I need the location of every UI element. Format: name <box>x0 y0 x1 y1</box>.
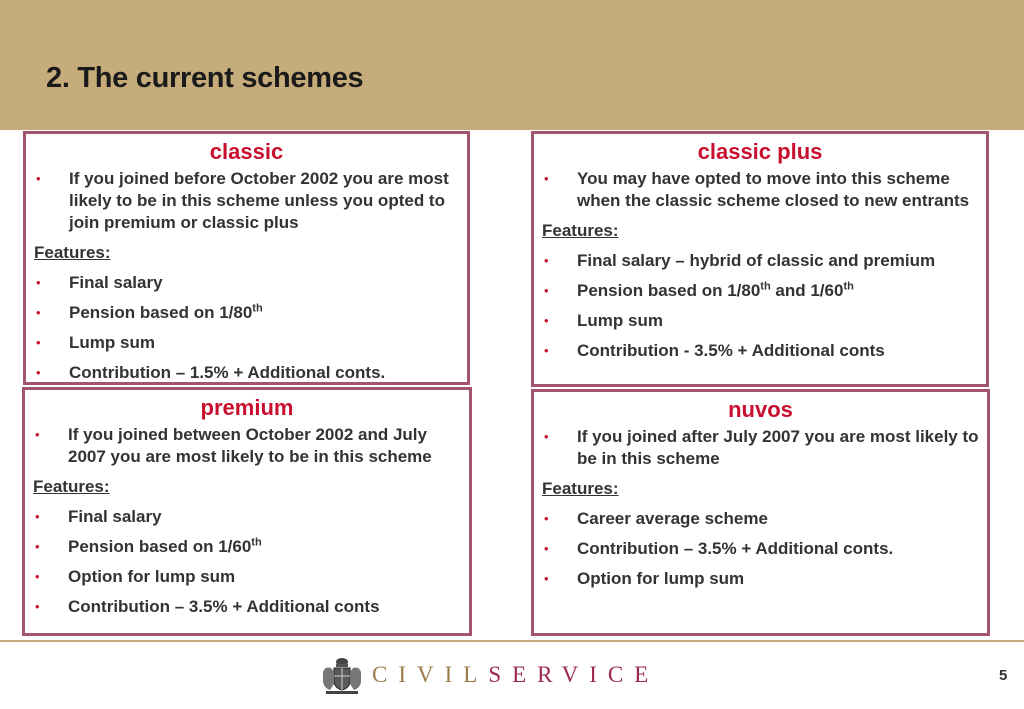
feature-text: Pension based on 1/80 <box>69 303 253 322</box>
bullet-icon: • <box>544 253 549 268</box>
feature-item <box>534 250 986 272</box>
bullet-icon: • <box>36 171 41 186</box>
page-title: 2. The current schemes <box>46 62 364 94</box>
page-number: 5 <box>999 667 1008 684</box>
bullet-icon: • <box>36 305 41 320</box>
bullet-icon: • <box>544 511 549 526</box>
feature-item <box>26 362 467 384</box>
features-label: Features: <box>33 477 110 496</box>
bullet-icon: • <box>544 283 549 298</box>
feature-text: Contribution – 3.5% + Additional conts. <box>577 539 894 558</box>
bullet-icon: • <box>35 569 40 584</box>
feature-text: Lump sum <box>69 333 155 352</box>
intro-item <box>26 168 467 234</box>
logo-civil: CIVIL <box>372 662 489 687</box>
superscript: th <box>252 302 263 315</box>
feature-text: Contribution – 1.5% + Additional conts. <box>69 363 386 382</box>
feature-item <box>26 272 467 294</box>
bullet-icon: • <box>35 599 40 614</box>
logo-wordmark <box>372 662 659 688</box>
scheme-heading: classic <box>209 139 284 164</box>
logo-service: SERVICE <box>488 662 660 687</box>
feature-item <box>26 332 467 354</box>
bullet-icon: • <box>36 275 41 290</box>
bullet-icon: • <box>35 427 40 442</box>
scheme-heading: nuvos <box>728 397 793 422</box>
footer-divider <box>0 640 1024 642</box>
feature-item <box>25 566 469 588</box>
feature-item <box>25 536 469 558</box>
bullet-icon: • <box>544 541 549 556</box>
bullet-icon: • <box>544 571 549 586</box>
feature-text: Final salary – hybrid of classic and premium <box>577 251 936 270</box>
intro-text: If you joined before October 2002 you are most likely to be in this scheme unless you opted to join premium or classic plus <box>69 169 449 232</box>
features-label: Features: <box>34 243 111 262</box>
feature-text-mid: and 1/60 <box>770 281 844 300</box>
feature-item <box>25 596 469 618</box>
feature-item <box>25 506 469 528</box>
intro-item <box>25 424 469 468</box>
bullet-icon: • <box>35 509 40 524</box>
feature-text: Final salary <box>68 507 162 526</box>
scheme-box-classic <box>23 131 470 385</box>
feature-text: Pension based on 1/80 <box>577 281 761 300</box>
feature-text: Lump sum <box>577 311 663 330</box>
bullet-icon: • <box>36 365 41 380</box>
feature-item <box>534 340 986 362</box>
feature-item <box>534 568 987 590</box>
superscript: th <box>251 536 262 549</box>
feature-text: Pension based on 1/60 <box>68 537 252 556</box>
feature-item <box>534 280 986 302</box>
feature-text: Career average scheme <box>577 509 768 528</box>
bullet-icon: • <box>36 335 41 350</box>
bullet-icon: • <box>35 539 40 554</box>
feature-text: Option for lump sum <box>577 569 745 588</box>
superscript: th <box>760 280 771 293</box>
feature-text: Option for lump sum <box>68 567 236 586</box>
bullet-icon: • <box>544 429 549 444</box>
feature-text: Contribution – 3.5% + Additional conts <box>68 597 380 616</box>
feature-item <box>26 302 467 324</box>
superscript: th <box>843 280 854 293</box>
scheme-box-premium <box>22 387 472 636</box>
intro-text: If you joined between October 2002 and July 2007 you are most likely to be in this scheme <box>68 425 432 466</box>
scheme-box-nuvos <box>531 389 990 636</box>
feature-text: Final salary <box>69 273 163 292</box>
feature-item <box>534 538 987 560</box>
feature-text: Contribution - 3.5% + Additional conts <box>577 341 885 360</box>
intro-item <box>534 168 986 212</box>
feature-item <box>534 310 986 332</box>
bullet-icon: • <box>544 171 549 186</box>
feature-item <box>534 508 987 530</box>
features-label: Features: <box>542 479 619 498</box>
bullet-icon: • <box>544 343 549 358</box>
features-label: Features: <box>542 221 619 240</box>
scheme-heading: classic plus <box>697 139 823 164</box>
civil-service-logo <box>320 656 660 698</box>
royal-crest-icon <box>320 656 364 696</box>
scheme-box-classic-plus <box>531 131 989 387</box>
bullet-icon: • <box>544 313 549 328</box>
scheme-heading: premium <box>200 395 294 420</box>
intro-text: If you joined after July 2007 you are most likely to be in this scheme <box>577 427 979 468</box>
intro-text: You may have opted to move into this scheme when the classic scheme closed to new entrants <box>577 169 970 210</box>
intro-item <box>534 426 987 470</box>
